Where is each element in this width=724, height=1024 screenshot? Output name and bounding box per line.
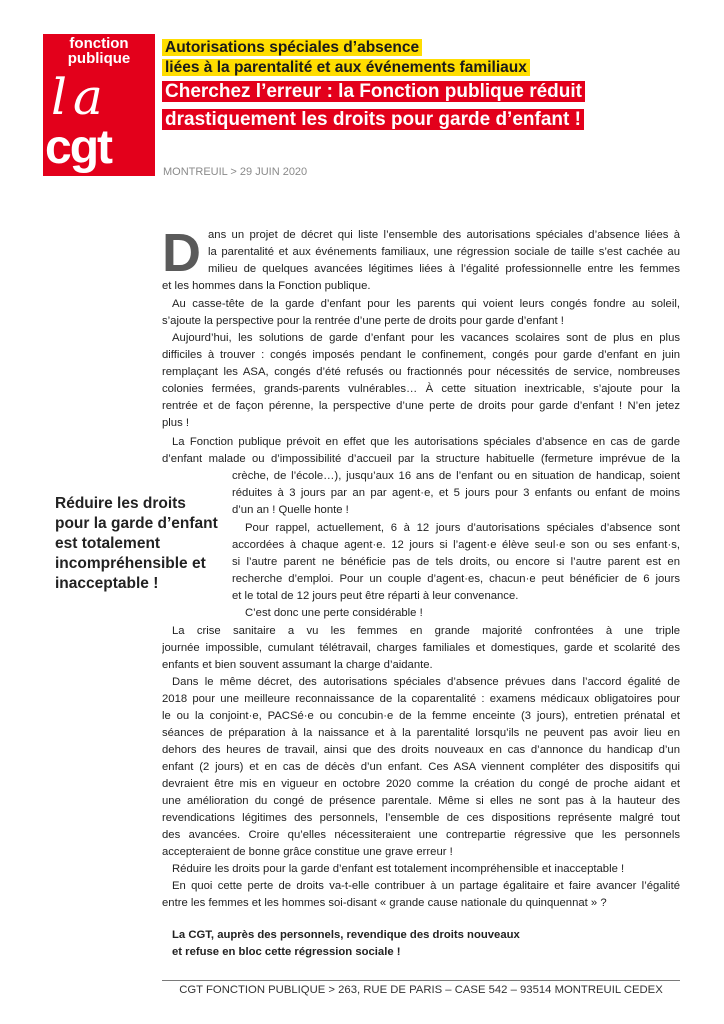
body-line: d’enfant malade ou d’impossibilité d’accueil par la structure habituelle (fermeture imprévue de la [162,453,680,465]
cgt-logo [43,34,155,176]
title-line-2: drastiquement les droits pour garde d’enfant ! [162,107,722,133]
body-line: En quoi cette perte de droits va-t-elle contribuer à un partage égalitaire et faire avancer l’égalité [172,880,680,892]
kicker-line-2: liées à la parentalité et aux événements familiaux [162,58,722,77]
body-line: s’ajoute la perspective pour la rentrée d’une perte de droits pour garde d’enfant ! [162,315,564,327]
body-line: la parentalité et aux événements familiaux, une régression sociale de taille s’est cachée au [208,246,680,258]
body-line: des avancées. Croire qu’elles nécessiteraient une contrepartie régressive que les personnels [162,829,680,841]
body-line: si l’autre parent ne bénéficie pas de tels droits, ou encore si l’autre parent est en [232,556,680,568]
body-line: accordées à chaque agent·e. 12 jours si l’agent·e élève seul·e son ou ses enfant·s, [232,539,680,551]
body-line: 2018 pour une meilleure reconnaissance de la coparentalité : examens médicaux obligatoires pour [162,693,680,705]
drop-cap: D [162,223,201,283]
body-line: revendications légitimes des personnels, l’ensemble de ces dispositions représente malgré tout [162,812,680,824]
dateline: MONTREUIL > 29 JUIN 2020 [163,166,308,178]
body-line: Au casse-tête de la garde d’enfant pour les parents qui voient leurs congés fondre au soleil, [172,298,680,310]
body-line: milieu de quelques avancées légitimes liées à l’égalité professionnelle entre les femmes [208,263,680,275]
body-line: La Fonction publique prévoit en effet que les autorisations spéciales d’absence en cas de garde [172,436,680,448]
title-line-1: Cherchez l’erreur : la Fonction publique réduit [162,79,722,105]
body-line: plus ! [162,417,190,429]
body-line: dehors des heures de travail, ainsi que des droits nouveaux en cas d’annonce du handicap d’un [162,744,680,756]
body-line: devraient être mis en vigueur en octobre 2020 comme la création du congé de proche aidant et [162,778,680,790]
body-line: une amélioration du congé de présence parentale. Même si elles ne sont pas à la hauteur des [162,795,680,807]
body-line: ans un projet de décret qui liste l’ensemble des autorisations spéciales d’absence liées à [208,229,680,241]
closing-line-1: La CGT, auprès des personnels, revendique des droits nouveaux [172,929,520,941]
body-line: Pour rappel, actuellement, 6 à 12 jours d’autorisations spéciales d’absence sont [245,522,680,534]
body-line: crèche, de l’école…), jusqu’aux 16 ans de l’enfant ou en situation de handicap, soient [232,470,680,482]
body-line: d’un an ! Quelle honte ! [232,504,349,516]
footer-rule [162,980,680,981]
body-line: Dans le même décret, des autorisations spéciales d’absence prévues dans l’accord égalité de [172,676,680,688]
body-line: colonies fermées, grands-parents vulnérables… À cette situation inextricable, s’ajoute pour la [162,383,680,395]
body-line: entre les femmes et les hommes soi-disant « grande cause nationale du quinquennat » ? [162,897,607,909]
logo-fonction-publique: fonction publique [67,35,131,67]
body-line: séances de préparation à la naissance et à la parentalité lorsqu’ils ne peuvent pas avoir lieu en [162,727,680,739]
body-line: réduites à 3 jours par an par agent·e, et 5 jours pour 3 enfants ou enfant de moins [232,487,680,499]
footer-address: CGT FONCTION PUBLIQUE > 263, RUE DE PARIS – CASE 542 – 93514 MONTREUIL CEDEX [179,984,663,996]
body-line: recherche d’emploi. Pour un couple d’agent·es, chacun·e peut bénéficier de 6 jours [232,573,680,585]
body-line: rentrée et de façon pérenne, la perspective d’une perte de droits pour garde d’enfant ! N’en jetez [162,400,680,412]
body-line: difficiles à trouver : congés imposés pendant le confinement, congés pour garde d’enfant en juin [162,349,680,361]
closing-line-2: et refuse en bloc cette régression sociale ! [172,946,401,958]
body-line: le ou la conjoint·e, PACSé·e ou concubin·e de la femme enceinte (3 jours), entretien prénatal et [162,710,680,722]
body-line: enfant (2 jours) et en cas de décès d’un enfant. Ces ASA viennent compléter des dispositifs qui [162,761,680,773]
body-line: Aujourd’hui, les solutions de garde d’enfant pour les vacances scolaires sont de plus en plus [172,332,680,344]
pull-quote: Réduire les droits pour la garde d’enfant est totalement incompréhensible et inacceptable ! [55,495,218,592]
kicker-line-1: Autorisations spéciales d’absence [162,38,722,57]
logo-cgt: cgt [45,121,111,174]
body-line: et le total de 12 jours peut être réparti à leur convenance. [232,590,519,602]
body-line: remplaçant les ASA, congés d’été refusés ou fractionnés pour nécessités de service, nombreuses [162,366,680,378]
body-line: C’est donc une perte considérable ! [245,607,423,619]
body-line: journée impossible, cumulant télétravail, charges familiales et domestiques, garde et scolarité des [162,642,680,654]
body-line: Réduire les droits pour la garde d’enfant est totalement incompréhensible et inacceptable ! [172,863,625,875]
body-line: enfants et bien souvent assumant la charge d’aidante. [162,659,433,671]
body-line: et les hommes dans la Fonction publique. [162,280,371,292]
body-line: La crise sanitaire a vu les femmes en grande majorité confrontées à une triple [172,625,680,637]
body-line: accepteraient de bonne grâce constitue une grave erreur ! [162,846,453,858]
logo-la: la [51,68,109,126]
